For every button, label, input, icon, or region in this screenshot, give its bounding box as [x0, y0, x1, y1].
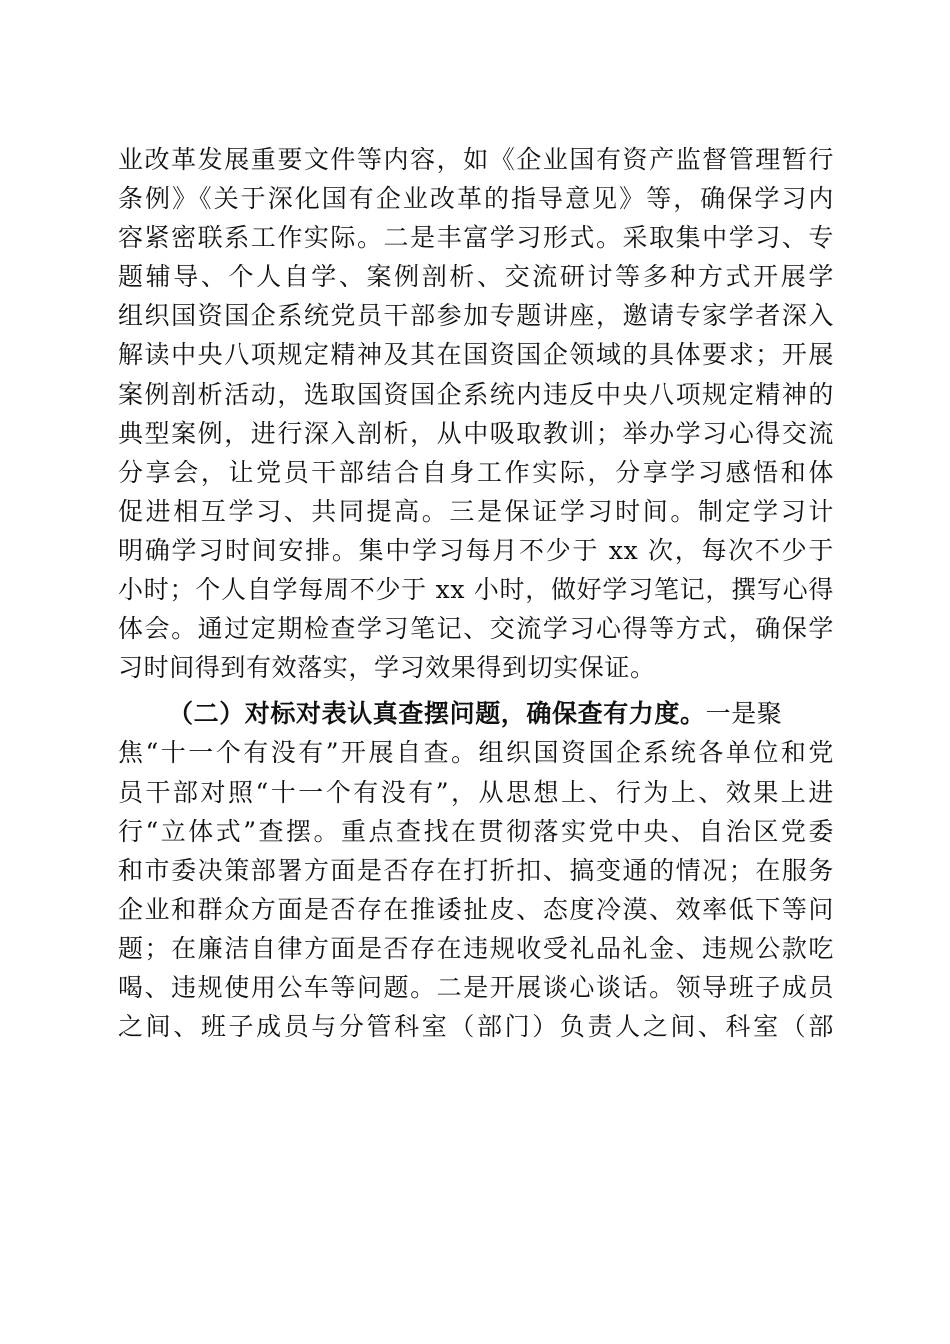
paragraph-gap: [118, 687, 834, 694]
text-line: 企业和群众方面是否存在推诿扯皮、态度冷漠、效率低下等问: [118, 894, 834, 924]
text-line: 条例》《关于深化国有企业改革的指导意见》等，确保学习内: [118, 184, 834, 214]
text-line: 解读中央八项规定精神及其在国资国企领域的具体要求；开展: [118, 340, 834, 370]
text-line: 和市委决策部署方面是否存在打折扣、搞变通的情况；在服务: [118, 855, 834, 885]
document-body: [118, 140, 834, 1046]
text-line: 容紧密联系工作实际。二是丰富学习形式。采取集中学习、专: [118, 223, 834, 253]
text-line: 组织国资国企系统党员干部参加专题讲座，邀请专家学者深入: [118, 301, 834, 331]
text-line: 促进相互学习、共同提高。三是保证学习时间。制定学习计: [118, 496, 834, 526]
paragraph-2: [118, 694, 834, 1046]
text-line: 体会。通过定期检查学习笔记、交流学习心得等方式，确保学: [118, 614, 834, 644]
text-line: 业改革发展重要文件等内容，如《企业国有资产监督管理暂行: [118, 145, 834, 174]
text-line: 分享会，让党员干部结合自身工作实际，分享学习感悟和体: [118, 457, 834, 487]
text-line: 案例剖析活动，选取国资国企系统内违反中央八项规定精神的: [118, 379, 834, 409]
text-line-first: [118, 694, 834, 733]
section-heading: （二）对标对表认真查摆问题，确保查有力度。: [168, 699, 706, 729]
text-line: 明确学习时间安排。集中学习每月不少于 xx 次，每次不少于: [118, 535, 834, 565]
text-line: 焦“十一个有没有”开展自查。组织国资国企系统各单位和党: [118, 738, 834, 768]
text-line: 喝、违规使用公车等问题。二是开展谈心谈话。领导班子成员: [118, 972, 834, 1002]
text-line: 题；在廉洁自律方面是否存在违规收受礼品礼金、违规公款吃: [118, 933, 834, 963]
text-line: 行“立体式”查摆。重点查找在贯彻落实党中央、自治区党委: [118, 816, 834, 846]
text-line: 员干部对照“十一个有没有”，从思想上、行为上、效果上进: [118, 777, 834, 807]
text-line: 小时；个人自学每周不少于 xx 小时，做好学习笔记，撰写心得: [118, 575, 834, 605]
paragraph-1: [118, 140, 834, 687]
text-line: 之间、班子成员与分管科室（部门）负责人之间、科室（部: [118, 1012, 834, 1042]
text-line: 题辅导、个人自学、案例剖析、交流研讨等多种方式开展学: [118, 262, 834, 292]
text-line-last: 习时间得到有效落实，学习效果得到切实保证。: [118, 653, 656, 683]
text-line: 典型案例，进行深入剖析，从中吸取教训；举办学习心得交流: [118, 418, 834, 448]
heading-line-rest: 一是聚: [705, 699, 783, 729]
